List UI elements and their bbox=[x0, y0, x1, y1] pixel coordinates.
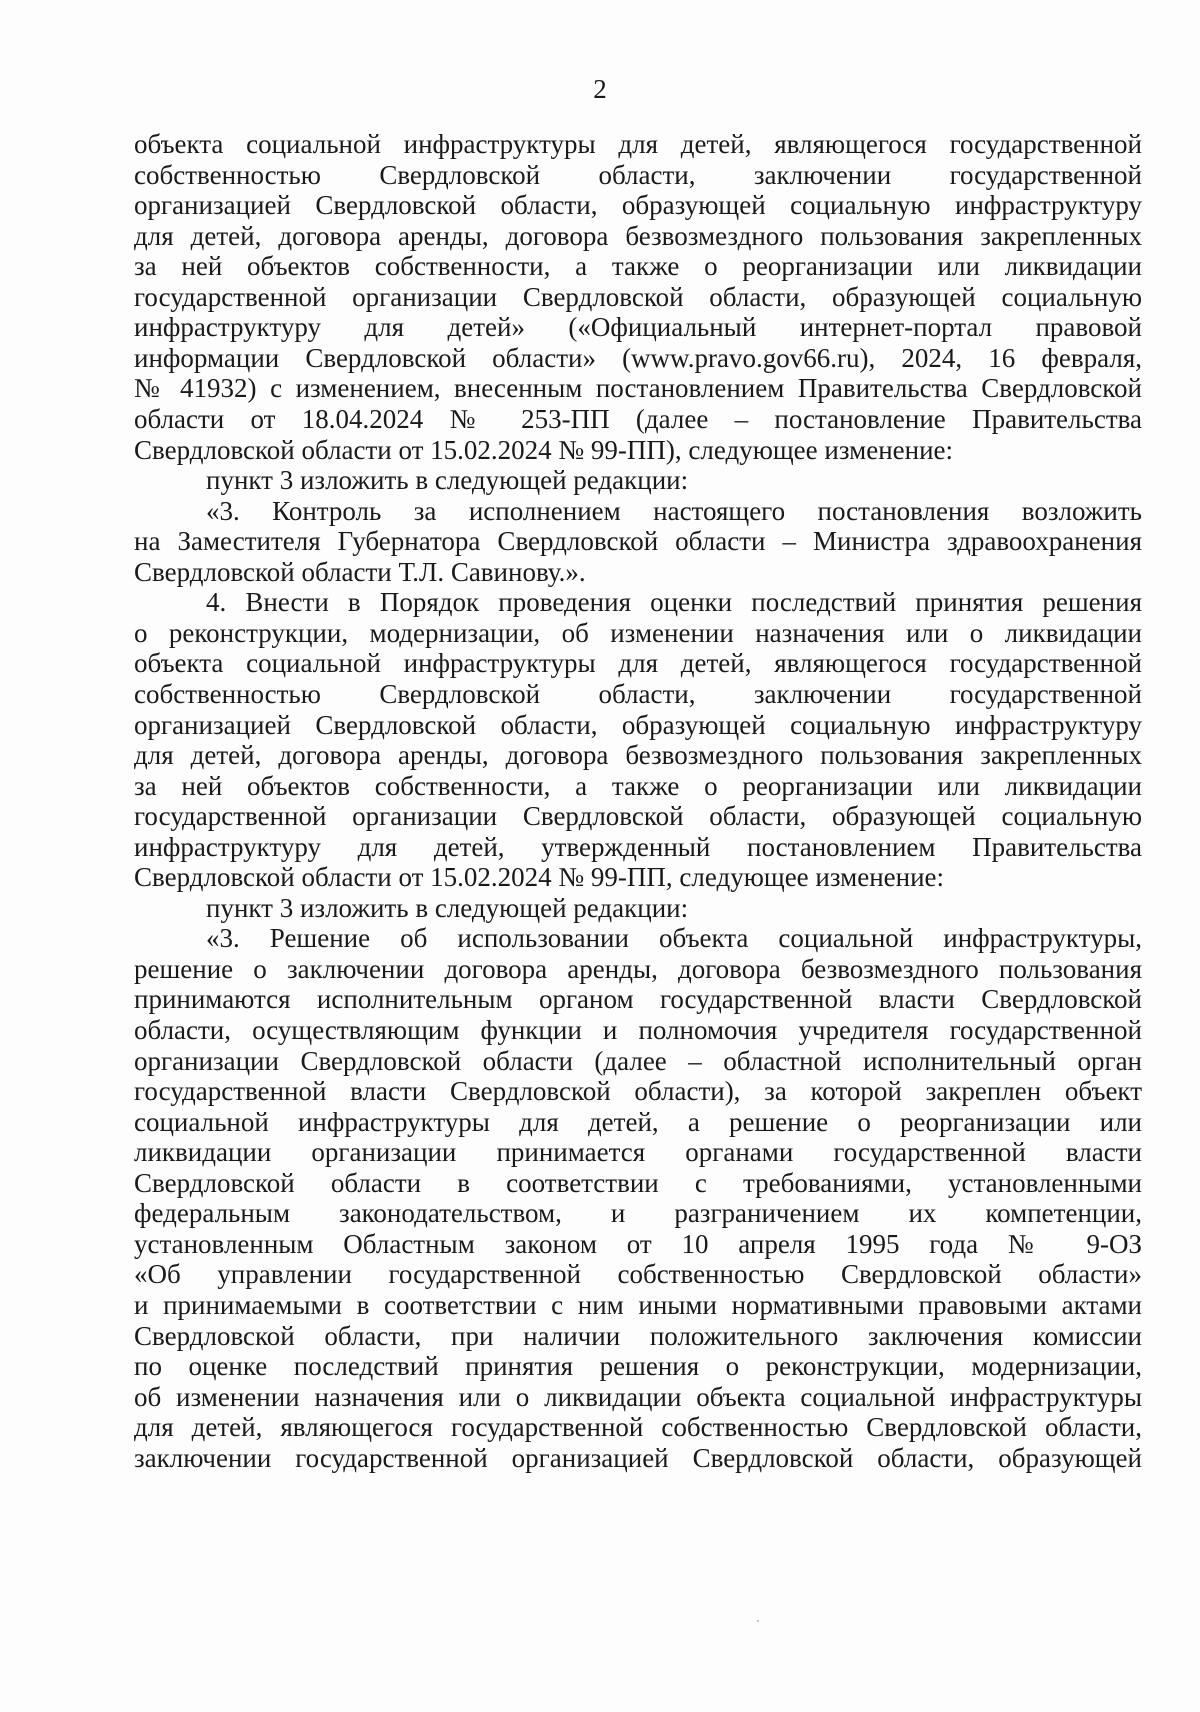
text-line: для детей, договора аренды, договора безвозмездного пользования закрепленных bbox=[134, 740, 1142, 770]
text-line: пункт 3 изложить в следующей редакции: bbox=[206, 465, 689, 496]
text-line: Свердловской области в соответствии с требованиями, установленными bbox=[134, 1167, 1142, 1198]
text-line: Свердловской области от 15.02.2024 № 99-ПП, следующее изменение: bbox=[134, 862, 945, 893]
text-line: по оценке последствий принятия решения о реконструкции, модернизации, bbox=[134, 1351, 1142, 1381]
text-line: «Об управлении государственной собственностью Свердловской области» bbox=[134, 1259, 1142, 1290]
text-line: организации Свердловской области (далее – областной исполнительный орган bbox=[134, 1045, 1142, 1076]
text-line: и принимаемыми в соответствии с ним иными нормативными правовыми актами bbox=[134, 1289, 1142, 1320]
text-line: установленным Областным законом от 10 апреля 1995 года № 9-ОЗ bbox=[134, 1228, 1142, 1259]
text-line: 4. Внести в Порядок проведения оценки последствий принятия решения bbox=[206, 587, 1142, 618]
text-line: собственностью Свердловской области, заключении государственной bbox=[134, 159, 1142, 190]
text-line: государственной организации Свердловской области, образующей социальную bbox=[134, 281, 1142, 312]
text-line: «3. Контроль за исполнением настоящего постановления возложить bbox=[206, 495, 1142, 526]
text-line: для детей, являющегося государственной собственностью Свердловской области, bbox=[134, 1412, 1142, 1443]
text-line: области, осуществляющим функции и полномочия учредителя государственной bbox=[134, 1015, 1142, 1045]
text-line: Свердловской области, при наличии положительного заключения комиссии bbox=[134, 1320, 1142, 1351]
text-line: федеральным законодательством, и разграничением их компетенции, bbox=[134, 1198, 1142, 1229]
text-line: на Заместителя Губернатора Свердловской области – Министра здравоохранения bbox=[134, 526, 1142, 557]
text-line: государственной власти Свердловской области), за которой закреплен объект bbox=[134, 1076, 1142, 1107]
text-line: организацией Свердловской области, образующей социальную инфраструктуру bbox=[134, 190, 1142, 221]
text-line: организацией Свердловской области, образующей социальную инфраструктуру bbox=[134, 709, 1142, 740]
text-line: инфраструктуру для детей, утвержденный постановлением Правительства bbox=[134, 831, 1142, 862]
text-line: ликвидации организации принимается органами государственной власти bbox=[134, 1137, 1142, 1168]
text-line: за ней объектов собственности, а также о реорганизации или ликвидации bbox=[134, 770, 1142, 801]
page-number: 2 bbox=[593, 74, 607, 104]
text-line: социальной инфраструктуры для детей, а решение о реорганизации или bbox=[134, 1106, 1142, 1137]
text-line: информации Свердловской области» (www.pravo.gov66.ru), 2024, 16 февраля, bbox=[134, 342, 1142, 373]
text-line: объекта социальной инфраструктуры для детей, являющегося государственной bbox=[134, 129, 1142, 159]
text-line: инфраструктуру для детей» («Официальный интернет-портал правовой bbox=[134, 312, 1142, 343]
text-line: области от 18.04.2024 № 253-ПП (далее – постановление Правительства bbox=[134, 403, 1142, 434]
text-line: Свердловской области от 15.02.2024 № 99-ПП), следующее изменение: bbox=[134, 434, 954, 465]
text-line: № 41932) с изменением, внесенным постановлением Правительства Свердловской bbox=[134, 373, 1142, 404]
text-line: для детей, договора аренды, договора безвозмездного пользования закрепленных bbox=[134, 220, 1142, 251]
text-line: «3. Решение об использовании объекта социальной инфраструктуры, bbox=[206, 923, 1142, 954]
text-line: принимаются исполнительным органом государственной власти Свердловской bbox=[134, 984, 1142, 1015]
text-line: об изменении назначения или о ликвидации объекта социальной инфраструктуры bbox=[134, 1381, 1142, 1412]
text-line: государственной организации Свердловской области, образующей социальную bbox=[134, 801, 1142, 832]
text-line: заключении государственной организацией Свердловской области, образующей bbox=[134, 1442, 1142, 1473]
text-line: объекта социальной инфраструктуры для детей, являющегося государственной bbox=[134, 648, 1142, 679]
text-line: за ней объектов собственности, а также о реорганизации или ликвидации bbox=[134, 251, 1142, 282]
scan-speck bbox=[757, 1620, 759, 1622]
text-line: решение о заключении договора аренды, договора безвозмездного пользования bbox=[134, 953, 1142, 984]
text-line: собственностью Свердловской области, заключении государственной bbox=[134, 678, 1142, 709]
text-line: о реконструкции, модернизации, об изменении назначения или о ликвидации bbox=[134, 617, 1142, 648]
text-line: Свердловской области Т.Л. Савинову.». bbox=[134, 556, 586, 587]
text-line: пункт 3 изложить в следующей редакции: bbox=[206, 892, 689, 923]
